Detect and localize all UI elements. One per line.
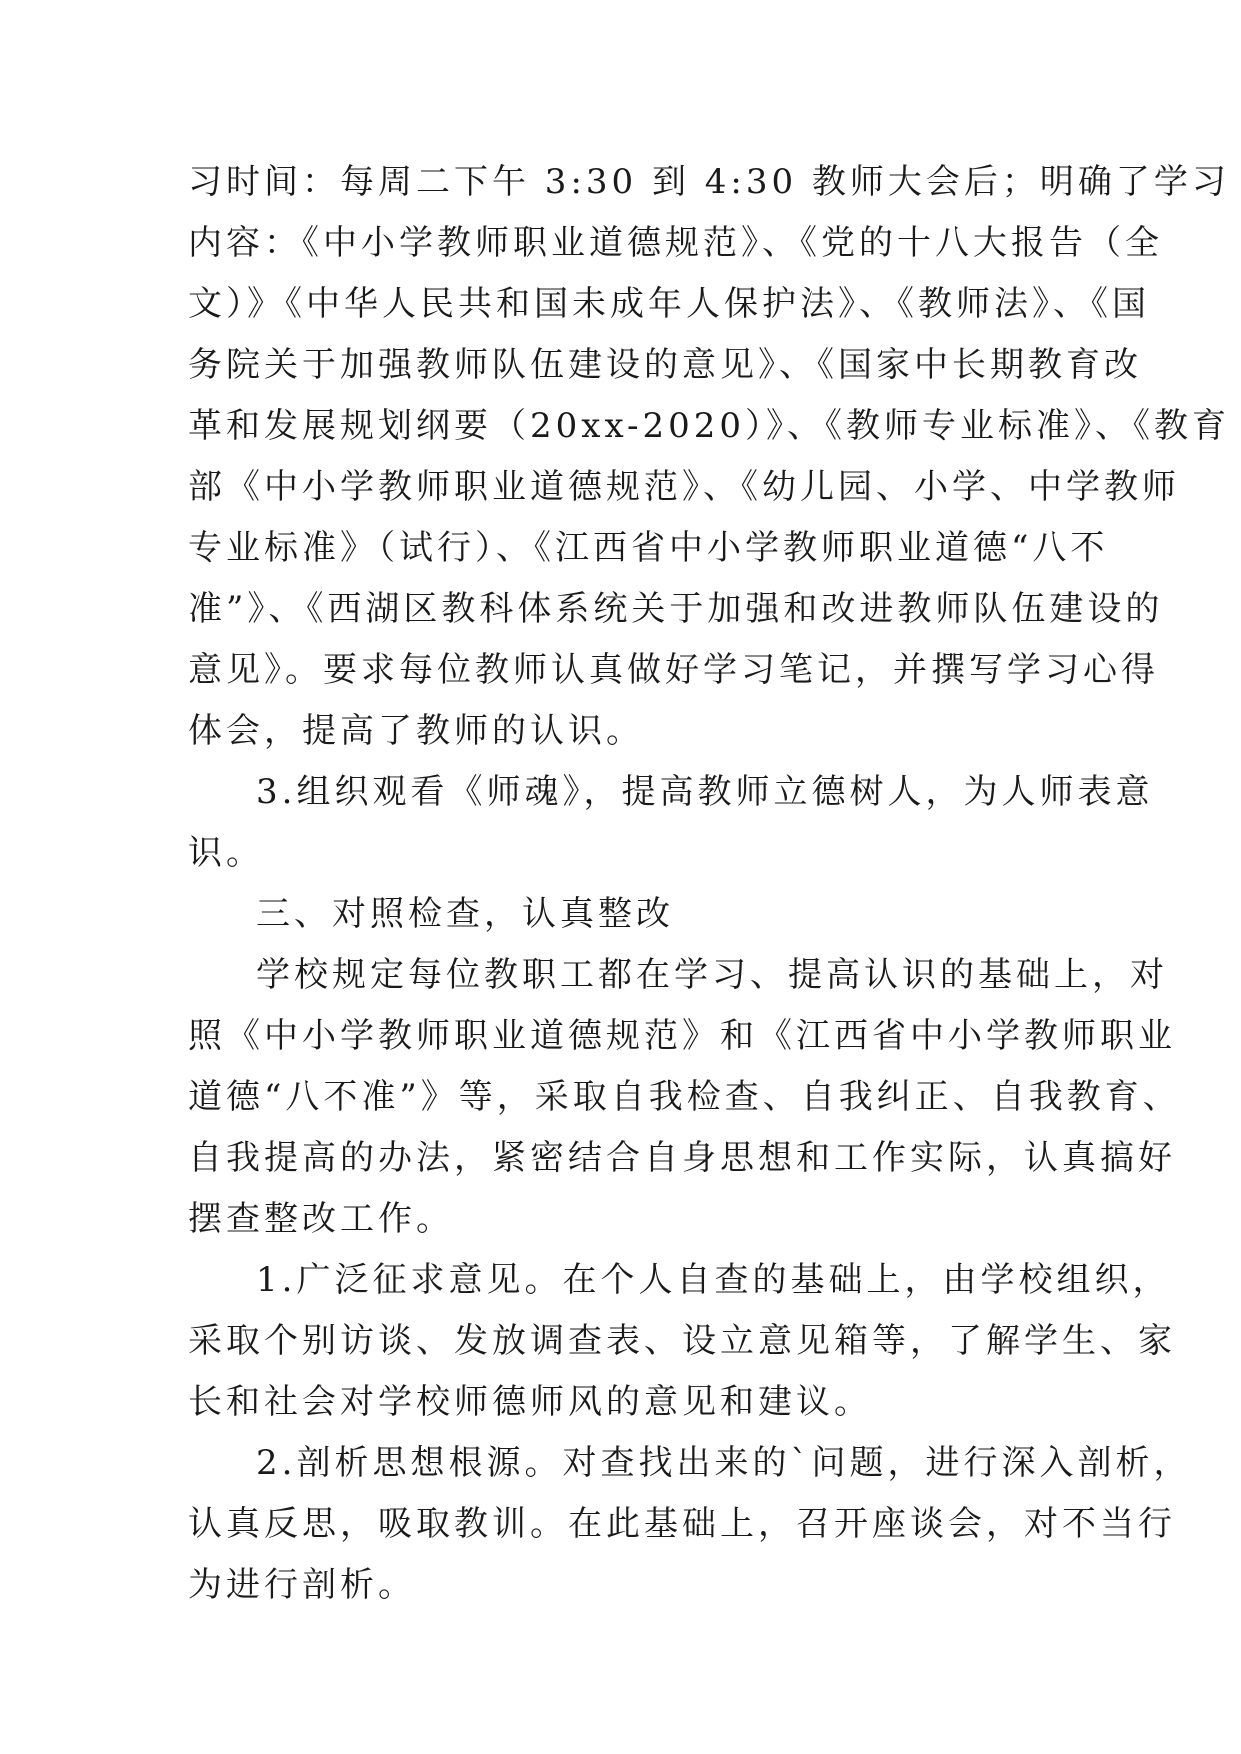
text-line: 道德“八不准”》等，采取自我检查、自我纠正、自我教育、 — [188, 1077, 1181, 1117]
document-body — [188, 152, 1231, 1616]
text-line: 认真反思，吸取教训。在此基础上，召开座谈会，对不当行 — [188, 1504, 1176, 1544]
text-line: 准”》、《西湖区教科体系统关于加强和改进教师队伍建设的 — [188, 589, 1164, 629]
text-line: 文）》《中华人民共和国未成年人保护法》、《教师法》、《国 — [188, 284, 1150, 324]
text-line: 习时间：每周二下午 3:30 到 4:30 教师大会后；明确了学习 — [188, 162, 1230, 202]
section-heading-3 — [188, 884, 1068, 945]
text-line: 摆查整改工作。 — [188, 1199, 454, 1239]
text-line: 部《中小学教师职业道德规范》、《幼儿园、小学、中学教师 — [188, 467, 1180, 507]
text-line: 为进行剖析。 — [188, 1565, 416, 1605]
text-line: 1.广泛征求意见。在个人自查的基础上，由学校组织， — [256, 1260, 1171, 1300]
text-line: 采取个别访谈、发放调查表、设立意见箱等，了解学生、家 — [188, 1321, 1176, 1361]
text-line: 照《中小学教师职业道德规范》和《江西省中小学教师职业 — [188, 1016, 1176, 1056]
text-line: 内容：《中小学教师职业道德规范》、《党的十八大报告（全 — [188, 223, 1163, 263]
paragraph-study-content — [188, 152, 1231, 762]
paragraph-item-2 — [188, 1433, 1192, 1616]
text-line: 专业标准》（试行）、《江西省中小学教师职业道德“八不 — [188, 528, 1109, 568]
text-line: 自我提高的办法，紧密结合自身思想和工作实际，认真搞好 — [188, 1138, 1176, 1178]
text-line: 革和发展规划纲要（20xx-2020）》、《教师专业标准》、《教育 — [188, 406, 1231, 446]
paragraph-item-1 — [188, 1250, 1176, 1433]
paragraph-school-rules — [188, 945, 1181, 1250]
paragraph-item-3 — [188, 762, 1154, 884]
text-line: 学校规定每位教职工都在学习、提高认识的基础上，对 — [256, 955, 1168, 995]
text-line: 体会，提高了教师的认识。 — [188, 711, 644, 751]
text-line: 2.剖析思想根源。对查找出来的`问题，进行深入剖析， — [256, 1443, 1192, 1483]
text-line: 意见》。要求每位教师认真做好学习笔记，并撰写学习心得 — [188, 650, 1159, 690]
text-line: 3.组织观看《师魂》，提高教师立德树人，为人师表意 — [256, 772, 1154, 812]
text-line: 务院关于加强教师队伍建设的意见》、《国家中长期教育改 — [188, 345, 1142, 385]
text-line: 识。 — [188, 833, 264, 873]
heading-text: 三、对照检查，认真整改 — [256, 894, 674, 934]
text-line: 长和社会对学校师德师风的意见和建议。 — [188, 1382, 872, 1422]
